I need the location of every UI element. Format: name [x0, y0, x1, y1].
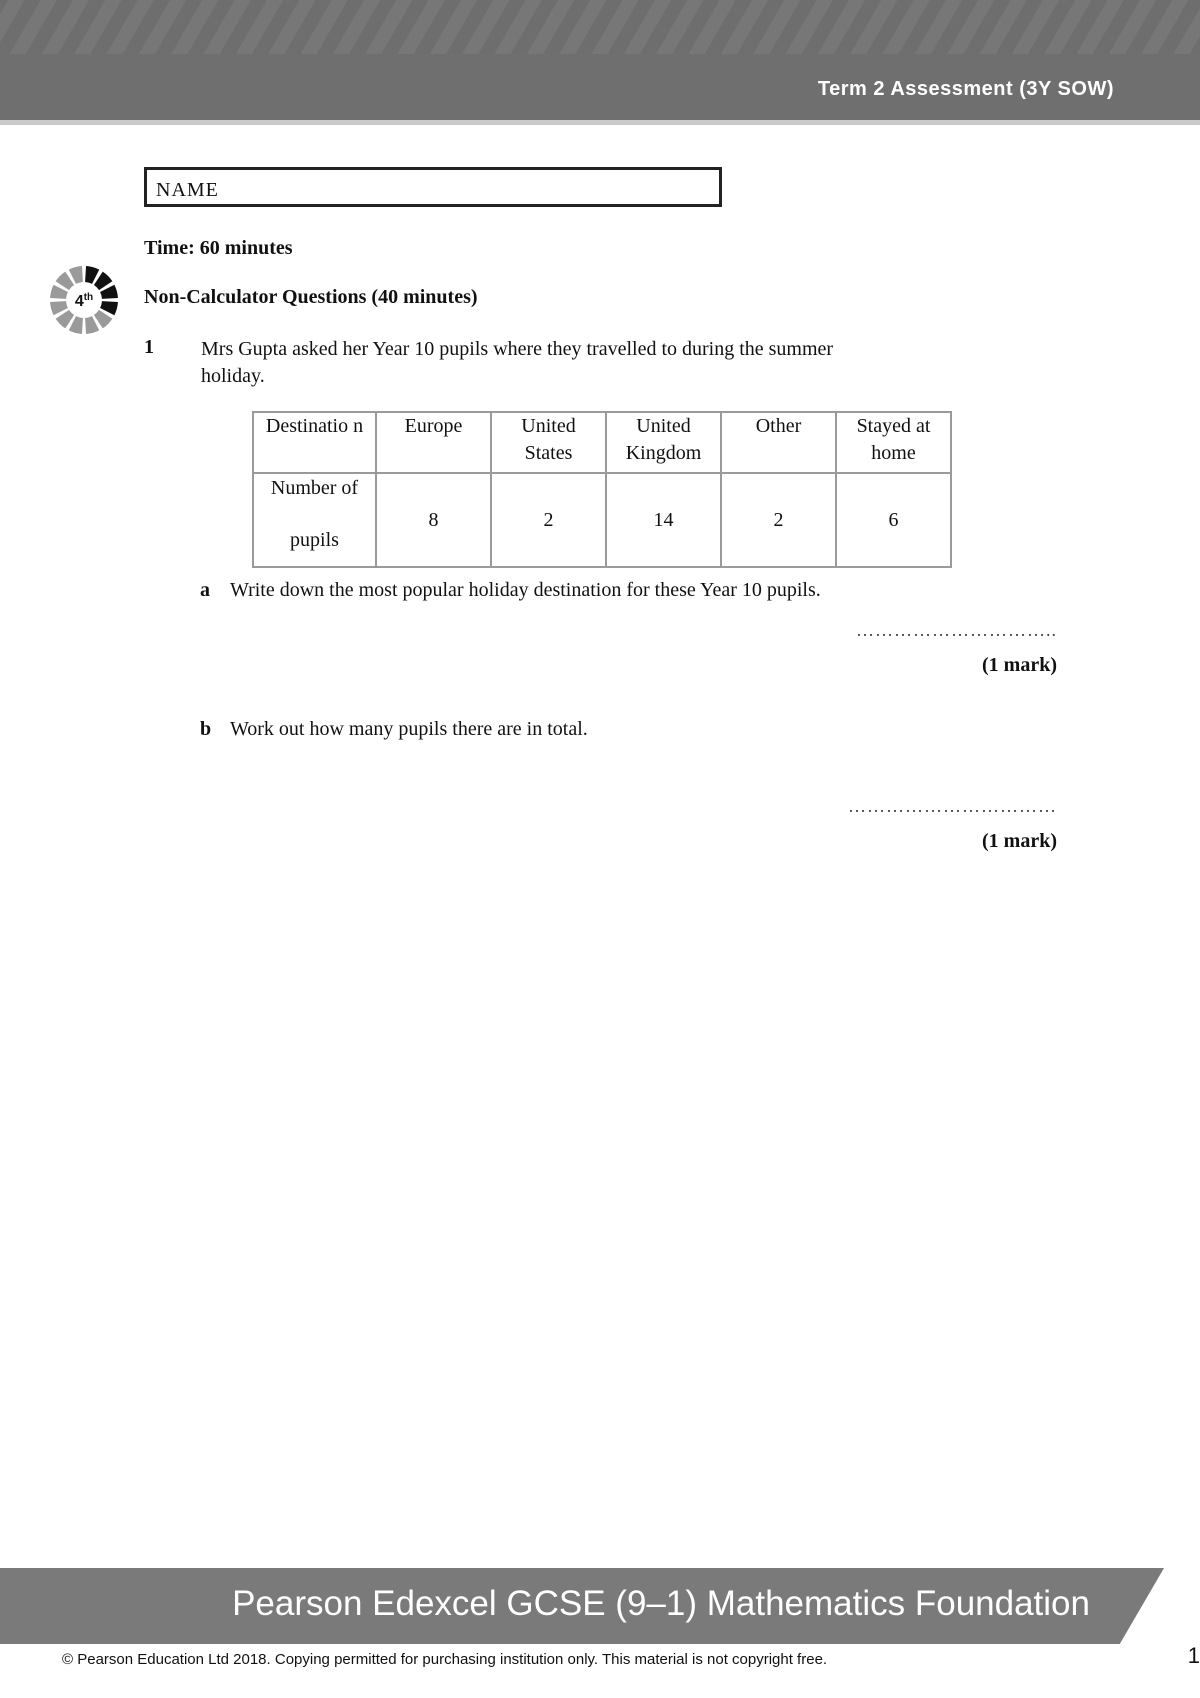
part-b-text: Work out how many pupils there are in total.: [230, 718, 588, 740]
table-cell: Europe: [376, 412, 491, 473]
table-row: [253, 473, 951, 567]
table-cell: 2: [491, 473, 606, 567]
row-heading: Number of pupils: [270, 477, 359, 551]
svg-text:4th: 4th: [74, 292, 94, 310]
table-cell: Other: [721, 412, 836, 473]
answer-line-b[interactable]: ……………………………: [848, 796, 1057, 816]
table-cell: United States: [491, 412, 606, 473]
difficulty-badge-icon: [48, 264, 120, 336]
question-text: Mrs Gupta asked her Year 10 pupils where they travelled to during the summer holiday.: [201, 338, 834, 387]
time-allowed: Time: 60 minutes: [144, 237, 293, 259]
table-cell: 6: [836, 473, 951, 567]
table-cell: Stayed at home: [836, 412, 951, 473]
header-rule: [0, 120, 1200, 125]
header-title: Term 2 Assessment (3Y SOW): [817, 78, 1114, 100]
table-cell: 2: [721, 473, 836, 567]
part-a-letter: a: [200, 579, 210, 601]
name-field[interactable]: [144, 167, 722, 207]
footer-title: Pearson Edexcel GCSE (9–1) Mathematics Foundation: [232, 1584, 1090, 1623]
table-cell: 8: [376, 473, 491, 567]
page-number: 1: [1187, 1643, 1200, 1668]
table-cell: 14: [606, 473, 721, 567]
copyright-notice: © Pearson Education Ltd 2018. Copying permitted for purchasing institution only. This material is not copyright free.: [62, 1651, 828, 1668]
table-cell: United Kingdom: [606, 412, 721, 473]
part-b-letter: b: [200, 718, 212, 740]
name-label: NAME: [156, 179, 219, 201]
mark-a: (1 mark): [982, 654, 1057, 676]
holiday-table: [252, 411, 952, 568]
table-cell: Destinatio n: [253, 412, 376, 473]
answer-line-a[interactable]: …………………………..: [856, 620, 1057, 640]
question-number: 1: [144, 336, 154, 358]
part-a-text: Write down the most popular holiday destination for these Year 10 pupils.: [230, 579, 821, 601]
mark-b: (1 mark): [982, 830, 1057, 852]
table-cell: [253, 473, 376, 567]
section-heading: Non-Calculator Questions (40 minutes): [144, 286, 478, 308]
